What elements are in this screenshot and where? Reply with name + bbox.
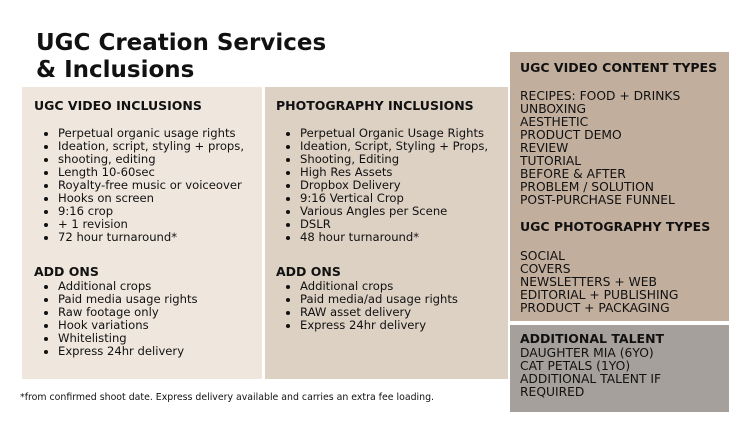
photo-inclusions-heading: PHOTOGRAPHY INCLUSIONS <box>276 98 474 113</box>
photography-types-heading: UGC PHOTOGRAPHY TYPES <box>520 219 711 234</box>
list-item: CAT PETALS (1YO) <box>520 359 631 373</box>
list-item: Hooks on screen <box>44 192 250 205</box>
list-item: Additional crops <box>44 280 250 293</box>
video-inclusions-heading: UGC VIDEO INCLUSIONS <box>34 98 202 113</box>
list-item: RAW asset delivery <box>286 306 497 319</box>
list-item: Various Angles per Scene <box>286 205 497 218</box>
video-addons-heading: ADD ONS <box>34 264 99 279</box>
video-inclusions-list <box>34 127 250 244</box>
footnote: *from confirmed shoot date. Express delivery available and carries an extra fee loading. <box>20 392 435 403</box>
list-item: 72 hour turnaround* <box>44 231 250 244</box>
list-item: PRODUCT + PACKAGING <box>520 301 670 315</box>
list-item: Whitelisting <box>44 332 250 345</box>
photo-addons-heading: ADD ONS <box>276 264 341 279</box>
list-item: SOCIAL <box>520 249 565 263</box>
video-content-types-heading: UGC VIDEO CONTENT TYPES <box>520 60 718 75</box>
list-item: 9:16 crop <box>44 205 250 218</box>
list-item: EDITORIAL + PUBLISHING <box>520 288 679 302</box>
list-item: Express 24hr delivery <box>286 319 497 332</box>
list-item: AESTHETIC <box>520 115 589 129</box>
list-item: Paid media usage rights <box>44 293 250 306</box>
list-item: Shooting, Editing <box>286 153 497 166</box>
list-item: Length 10-60sec <box>44 166 250 179</box>
list-item: Ideation, script, styling + props, <box>44 140 250 153</box>
list-item: Hook variations <box>44 319 250 332</box>
list-item: COVERS <box>520 262 571 276</box>
list-item: Dropbox Delivery <box>286 179 497 192</box>
list-item: RECIPES: FOOD + DRINKS <box>520 89 681 103</box>
list-item: Additional crops <box>286 280 497 293</box>
list-item: 48 hour turnaround* <box>286 231 497 244</box>
list-item: REVIEW <box>520 141 569 155</box>
list-item: Perpetual organic usage rights <box>44 127 250 140</box>
list-item: UNBOXING <box>520 102 587 116</box>
list-item: Raw footage only <box>44 306 250 319</box>
page-title-line-2: & Inclusions <box>36 57 195 83</box>
list-item: BEFORE & AFTER <box>520 167 626 181</box>
list-item: Paid media/ad usage rights <box>286 293 497 306</box>
content-types-panel <box>510 52 729 321</box>
additional-talent-heading: ADDITIONAL TALENT <box>520 331 665 346</box>
additional-talent-list <box>520 347 719 399</box>
video-addons-list <box>34 280 250 358</box>
additional-talent-panel <box>510 325 729 412</box>
list-item: REQUIRED <box>520 385 585 399</box>
video-content-types-list <box>520 90 719 207</box>
list-item: 9:16 Vertical Crop <box>286 192 497 205</box>
list-item: Express 24hr delivery <box>44 345 250 358</box>
page-title-line-1: UGC Creation Services <box>36 30 327 56</box>
list-item: ADDITIONAL TALENT IF <box>520 372 662 386</box>
list-item: DAUGHTER MIA (6YO) <box>520 346 654 360</box>
list-item: High Res Assets <box>286 166 497 179</box>
photography-types-list <box>520 250 719 315</box>
list-item: NEWSLETTERS + WEB <box>520 275 657 289</box>
photo-addons-list <box>276 280 497 332</box>
list-item: Ideation, Script, Styling + Props, <box>286 140 497 153</box>
list-item: Perpetual Organic Usage Rights <box>286 127 497 140</box>
list-item: shooting, editing <box>44 153 250 166</box>
list-item: TUTORIAL <box>520 154 582 168</box>
list-item: PROBLEM / SOLUTION <box>520 180 655 194</box>
list-item: DSLR <box>286 218 497 231</box>
photo-inclusions-panel <box>265 87 508 379</box>
list-item: POST-PURCHASE FUNNEL <box>520 193 675 207</box>
photo-inclusions-list <box>276 127 497 244</box>
page-title <box>36 30 326 84</box>
list-item: PRODUCT DEMO <box>520 128 622 142</box>
video-inclusions-panel <box>22 87 262 379</box>
list-item: Royalty-free music or voiceover <box>44 179 250 192</box>
list-item: + 1 revision <box>44 218 250 231</box>
